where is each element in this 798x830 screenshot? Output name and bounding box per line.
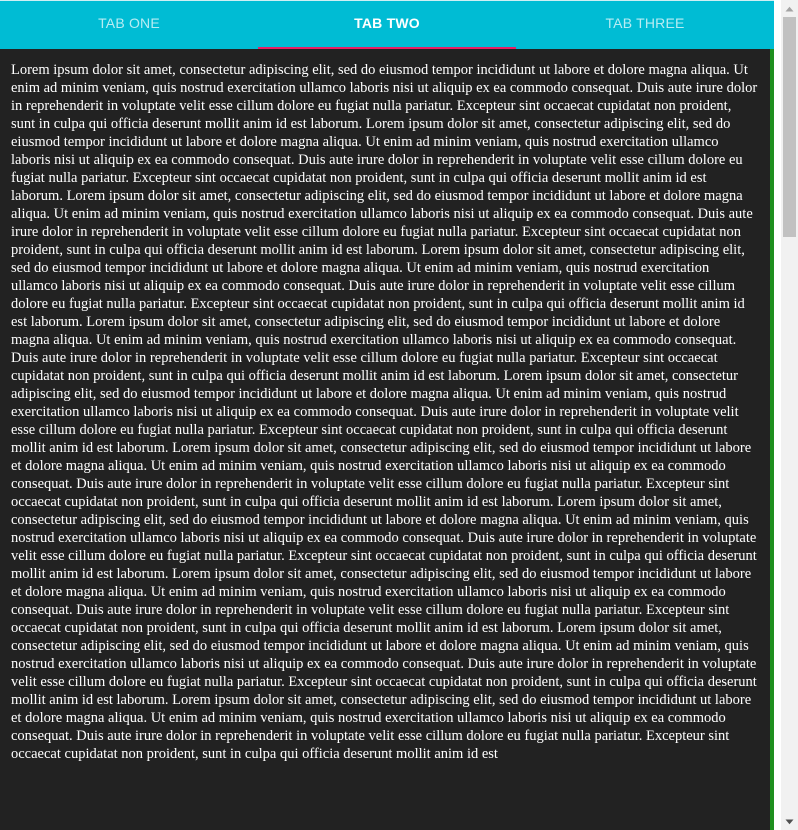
tab-one-label: TAB ONE — [98, 15, 160, 31]
panel-gutter — [774, 0, 781, 830]
triangle-up-icon — [785, 6, 794, 12]
triangle-down-icon — [785, 819, 794, 825]
tab-three-label: TAB THREE — [605, 15, 685, 31]
tab-two[interactable] — [258, 1, 516, 49]
content-text: Lorem ipsum dolor sit amet, consectetur adipiscing elit, sed do eiusmod tempor incididunt ut labore et dolore magna aliqua. Ut enim ad minim veniam, quis nostrud exercitation ullamco laboris nisi ut aliquip ex ea commodo consequat. Duis aute irure dolor in reprehenderit in voluptate velit esse cillum dolore eu fugiat nulla pariatur. Excepteur sint occaecat cupidatat non proident, sunt in culpa qui officia deserunt mollit anim id est laborum. Lorem ipsum dolor sit amet, consectetur adipiscing elit, sed do eiusmod tempor incididunt ut labore et dolore magna aliqua. Ut enim ad minim veniam, quis nostrud exercitation ullamco laboris nisi ut aliquip ex ea commodo consequat. Duis aute irure dolor in reprehenderit in voluptate velit esse cillum dolore eu fugiat nulla pariatur. Excepteur sint occaecat cupidatat non proident, sunt in culpa qui officia deserunt mollit anim id est laborum. Lorem ipsum dolor sit amet, consectetur adipiscing elit, sed do eiusmod tempor incididunt ut labore et dolore magna aliqua. Ut enim ad minim veniam, quis nostrud exercitation ullamco laboris nisi ut aliquip ex ea commodo consequat. Duis aute irure dolor in reprehenderit in voluptate velit esse cillum dolore eu fugiat nulla pariatur. Excepteur sint occaecat cupidatat non proident, sunt in culpa qui officia deserunt mollit anim id est laborum. Lorem ipsum dolor sit amet, consectetur adipiscing elit, sed do eiusmod tempor incididunt ut labore et dolore magna aliqua. Ut enim ad minim veniam, quis nostrud exercitation ullamco laboris nisi ut aliquip ex ea commodo consequat. Duis aute irure dolor in reprehenderit in voluptate velit esse cillum dolore eu fugiat nulla pariatur. Excepteur sint occaecat cupidatat non proident, sunt in culpa qui officia deserunt mollit anim id est laborum. Lorem ipsum dolor sit amet, consectetur adipiscing elit, sed do eiusmod tempor incididunt ut labore et dolore magna aliqua. Ut enim ad minim veniam, quis nostrud exercitation ullamco laboris nisi ut aliquip ex ea commodo consequat. Duis aute irure dolor in reprehenderit in voluptate velit esse cillum dolore eu fugiat nulla pariatur. Excepteur sint occaecat cupidatat non proident, sunt in culpa qui officia deserunt mollit anim id est laborum. Lorem ipsum dolor sit amet, consectetur adipiscing elit, sed do eiusmod tempor incididunt ut labore et dolore magna aliqua. Ut enim ad minim veniam, quis nostrud exercitation ullamco laboris nisi ut aliquip ex ea commodo consequat. Duis aute irure dolor in reprehenderit in voluptate velit esse cillum dolore eu fugiat nulla pariatur. Excepteur sint occaecat cupidatat non proident, sunt in culpa qui officia deserunt mollit anim id est laborum. Lorem ipsum dolor sit amet, consectetur adipiscing elit, sed do eiusmod tempor incididunt ut labore et dolore magna aliqua. Ut enim ad minim veniam, quis nostrud exercitation ullamco laboris nisi ut aliquip ex ea commodo consequat. Duis aute irure dolor in reprehenderit in voluptate velit esse cillum dolore eu fugiat nulla pariatur. Excepteur sint occaecat cupidatat non proident, sunt in culpa qui officia deserunt mollit anim id est laborum. Lorem ipsum dolor sit amet, consectetur adipiscing elit, sed do eiusmod tempor incididunt ut labore et dolore magna aliqua. Ut enim ad minim veniam, quis nostrud exercitation ullamco laboris nisi ut aliquip ex ea commodo consequat. Duis aute irure dolor in reprehenderit in voluptate velit esse cillum dolore eu fugiat nulla pariatur. Excepteur sint occaecat cupidatat non proident, sunt in culpa qui officia deserunt mollit anim id est laborum. Lorem ipsum dolor sit amet, consectetur adipiscing elit, sed do eiusmod tempor incididunt ut labore et dolore magna aliqua. Ut enim ad minim veniam, quis nostrud exercitation ullamco laboris nisi ut aliquip ex ea commodo consequat. Duis aute irure dolor in reprehenderit in voluptate velit esse cillum dolore eu fugiat nulla pariatur. Excepteur sint occaecat cupidatat non proident, sunt in culpa qui officia deserunt mollit anim id est laborum. Lorem ipsum dolor sit amet, consectetur adipiscing elit, sed do eiusmod tempor incididunt ut labore et dolore magna aliqua. Ut enim ad minim veniam, quis nostrud exercitation ullamco laboris nisi ut aliquip ex ea commodo consequat. Duis aute irure dolor in reprehenderit in voluptate velit esse cillum dolore eu fugiat nulla pariatur. Excepteur sint occaecat cupidatat non proident, sunt in culpa qui officia deserunt mollit anim id est laborum. Lorem ipsum dolor sit amet, consectetur adipiscing elit, sed do eiusmod tempor incididunt ut labore et dolore magna aliqua. Ut enim ad minim veniam, quis nostrud exercitation ullamco laboris nisi ut aliquip ex ea commodo consequat. Duis aute irure dolor in reprehenderit in voluptate velit esse cillum dolore eu fugiat nulla pariatur. Excepteur sint occaecat cupidatat non proident, sunt in culpa qui officia deserunt mollit anim id est — [11, 62, 758, 762]
vertical-scrollbar[interactable] — [781, 0, 798, 830]
scroll-down-button[interactable] — [781, 813, 798, 830]
tab-one[interactable] — [0, 1, 258, 49]
tab-content-panel — [0, 49, 774, 830]
scroll-up-button[interactable] — [781, 0, 798, 17]
tab-two-label: TAB TWO — [354, 15, 420, 31]
tab-bar — [0, 0, 774, 49]
scrollbar-thumb[interactable] — [783, 17, 796, 237]
tab-three[interactable] — [516, 1, 774, 49]
